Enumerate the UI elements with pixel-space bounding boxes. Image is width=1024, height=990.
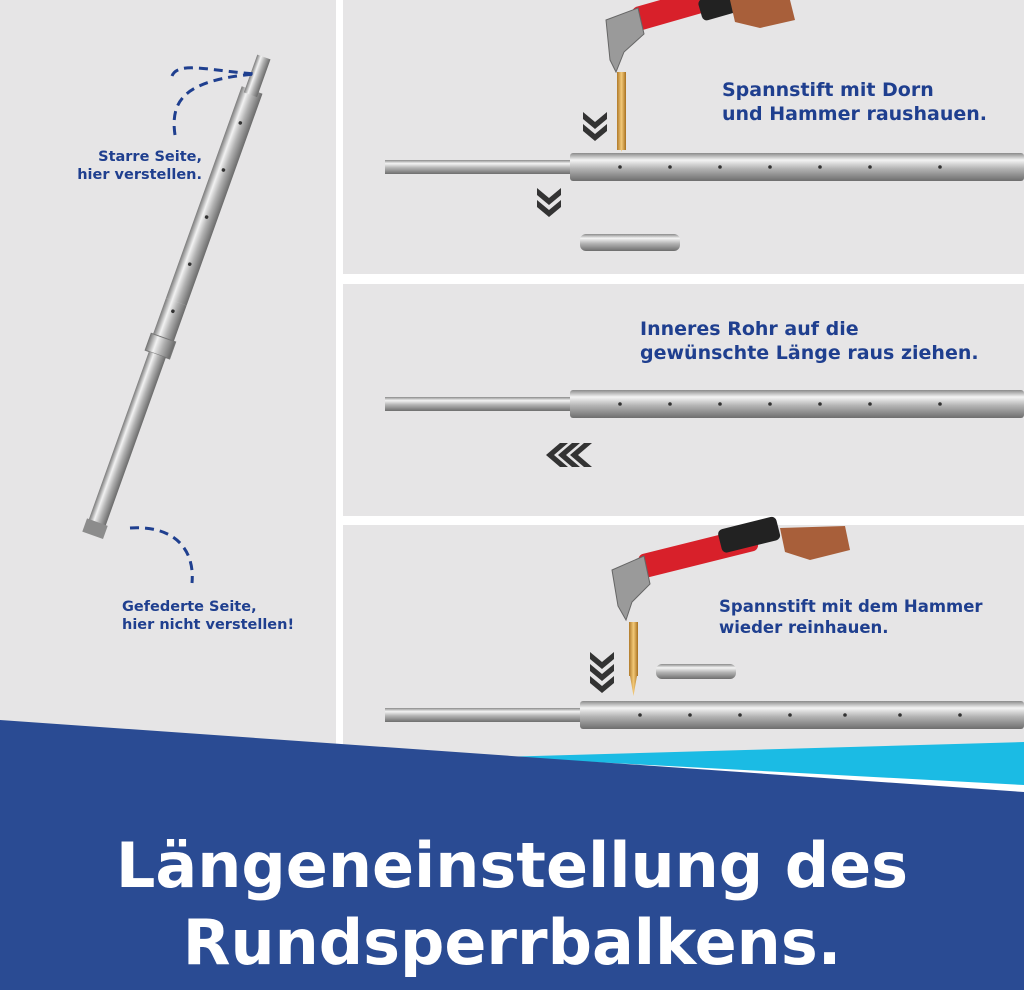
sprung-side-label: Gefederte Seite, hier nicht verstellen!: [122, 599, 295, 634]
spring-pin: [580, 234, 680, 251]
page-title-line1: Längeneinstellung des: [115, 829, 909, 902]
spring-pin: [656, 664, 736, 679]
step1-instruction: Spannstift mit Dorn und Hammer raushauen.: [722, 79, 987, 125]
left-chevron-icon: [546, 443, 592, 467]
tube-diagonal: [80, 53, 276, 583]
sprung-side-dashed-pointer: [130, 528, 192, 583]
hammer-icon: [606, 0, 795, 72]
page-title-line2: Rundsperrbalkens.: [182, 906, 842, 979]
step2-instruction: Inneres Rohr auf die gewünschte Länge raus ziehen.: [640, 318, 979, 364]
step3-instruction: Spannstift mit dem Hammer wieder reinhauen.: [719, 597, 983, 637]
punch-dorn: [629, 622, 638, 676]
step2-illustration: [385, 390, 1024, 467]
rigid-side-label: Starre Seite, hier verstellen.: [77, 149, 202, 184]
down-chevron-icon: [590, 652, 614, 693]
